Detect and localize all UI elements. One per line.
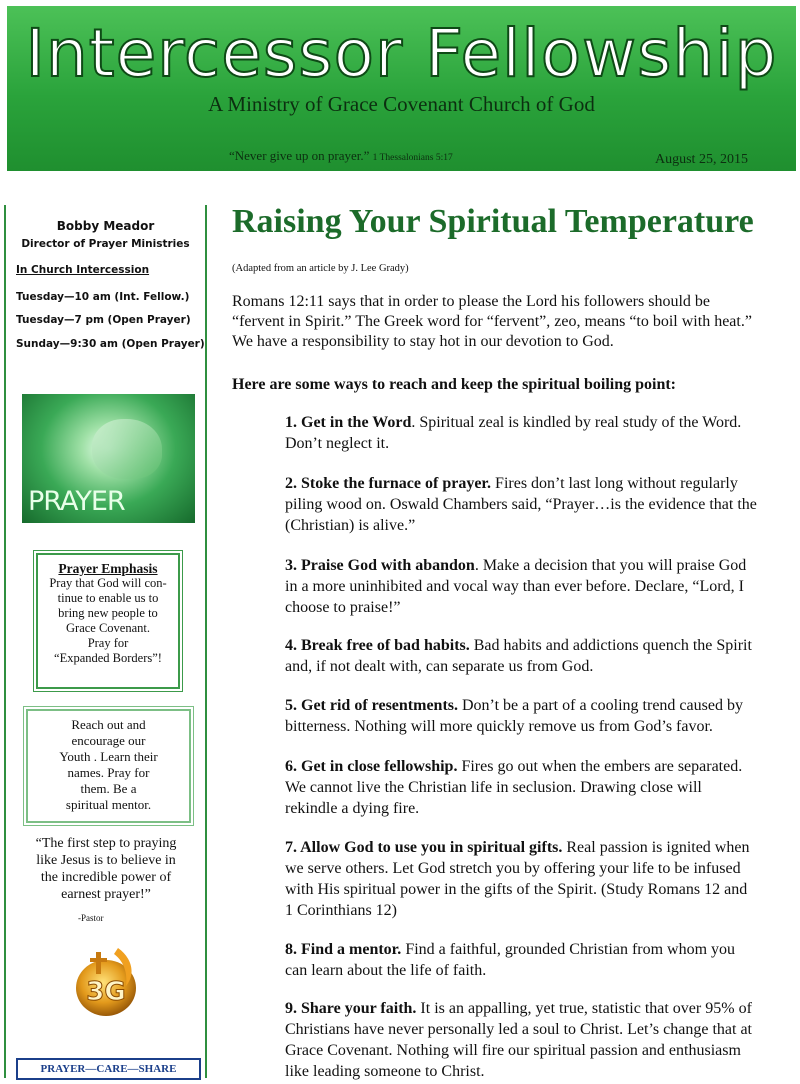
item-title: 5. Get rid of resentments.	[285, 697, 458, 714]
director-name: Bobby Meador	[56, 219, 155, 233]
quote-attribution: -Pastor	[78, 913, 104, 923]
item-text: Real passion is ignited when	[562, 839, 750, 856]
item-text: in a more uninhibited and vocal way than ever before. Declare, “Lord, I	[285, 578, 744, 595]
article-source: (Adapted from an article by J. Lee Grady)	[232, 263, 409, 274]
schedule-item: Sunday—9:30 am (Open Prayer)	[16, 338, 205, 350]
quote-line: earnest prayer!”	[61, 887, 151, 902]
masthead-verse	[229, 148, 453, 164]
item-text: . Make a decision that you will praise God	[474, 557, 747, 574]
schedule-item: Tuesday—10 am (Int. Fellow.)	[16, 291, 190, 303]
logo-text: 3G	[86, 977, 126, 1007]
praying-hands-graphic	[92, 419, 162, 479]
youth-line: names. Pray for	[67, 765, 150, 780]
item-title: 9. Share your faith.	[285, 1000, 417, 1017]
item-text: It is an appalling, yet true, statistic that over 95% of	[416, 1000, 752, 1017]
emphasis-line: bring new people to	[58, 606, 158, 620]
church-logo-icon	[66, 940, 146, 1020]
item-text: Fires don’t last long without regularly	[491, 475, 738, 492]
article-intro	[232, 292, 772, 352]
ways-heading: Here are some ways to reach and keep the spiritual boiling point:	[232, 376, 676, 393]
list-item	[285, 412, 798, 454]
item-text: Bad habits and addictions quench the Spirit	[469, 637, 752, 654]
item-text: we serve others. Let God stretch you by offering your life to be infused	[285, 860, 741, 877]
masthead	[7, 6, 796, 171]
prayer-image	[22, 394, 195, 523]
item-text: rekindle a dying fire.	[285, 800, 420, 817]
prayer-image-caption: PRAYER	[28, 486, 125, 517]
list-item	[285, 555, 798, 618]
issue-date: August 25, 2015	[655, 152, 748, 167]
quote-line: the incredible power of	[40, 870, 172, 885]
intro-line: Romans 12:11 says that in order to please the Lord his followers should be	[232, 293, 710, 310]
youth-line: spiritual mentor.	[65, 797, 152, 812]
item-text: Don’t neglect it.	[285, 435, 390, 452]
item-text: bitterness. Nothing will more quickly remove us from God’s favor.	[285, 718, 713, 735]
prayer-emphasis-title: Prayer Emphasis	[58, 561, 158, 576]
sidebar	[4, 205, 207, 1078]
item-text: 1 Corinthians 12)	[285, 902, 397, 919]
prayer-emphasis-box	[36, 553, 180, 689]
item-text: Fires go out when the embers are separated.	[457, 758, 743, 775]
list-item	[285, 695, 798, 737]
schedule-item: Tuesday—7 pm (Open Prayer)	[16, 314, 191, 326]
pastor-quote	[16, 835, 196, 903]
newsletter-title: Intercessor Fellowship	[25, 15, 778, 92]
item-text: Find a faithful, grounded Christian from whom you	[401, 941, 736, 958]
director-role: Director of Prayer Ministries	[21, 238, 190, 250]
youth-line: encourage our	[71, 733, 146, 748]
item-text: piling wood on. Oswald Chambers said, “Prayer…is the evidence that the	[285, 496, 757, 513]
emphasis-line: Grace Covenant.	[66, 621, 150, 635]
emphasis-line: “Expanded Borders”!	[54, 651, 162, 665]
item-text: We cannot live the Christian life in seclusion. Drawing close will	[285, 779, 702, 796]
item-text: choose to praise!”	[285, 599, 401, 616]
item-text: with His spiritual power in the gifts of the Spirit. (Study Romans 12 and	[285, 881, 748, 898]
item-title: 1. Get in the Word	[285, 414, 412, 431]
youth-line: them. Be a	[80, 781, 137, 796]
quote-line: like Jesus is to believe in	[36, 853, 176, 868]
item-title: 4. Break free of bad habits.	[285, 637, 470, 654]
item-text: like leading someone to Christ.	[285, 1063, 485, 1080]
article-headline: Raising Your Spiritual Temperature	[232, 203, 754, 240]
item-title: 8. Find a mentor.	[285, 941, 402, 958]
footer-motto: PRAYER—CARE—SHARE	[16, 1058, 201, 1080]
youth-line: Youth . Learn their	[59, 749, 158, 764]
item-title: 2. Stoke the furnace of prayer.	[285, 475, 492, 492]
item-text: Don’t be a part of a cooling trend caused by	[458, 697, 743, 714]
emphasis-line: Pray for	[87, 636, 129, 650]
youth-line: Reach out and	[71, 717, 146, 732]
item-title: 3. Praise God with abandon	[285, 557, 475, 574]
verse-text: “Never give up on prayer.”	[229, 148, 370, 163]
item-text: and, if not dealt with, can separate us from God.	[285, 658, 594, 675]
emphasis-line: tinue to enable us to	[57, 591, 159, 605]
list-item	[285, 473, 798, 536]
item-title: 7. Allow God to use you in spiritual gifts.	[285, 839, 563, 856]
item-title: 6. Get in close fellowship.	[285, 758, 458, 775]
schedule-heading: In Church Intercession	[16, 264, 150, 276]
list-item	[285, 635, 798, 677]
intro-line: “fervent in Spirit.” The Greek word for “fervent”, zeo, means “to boil with heat.”	[232, 313, 752, 330]
list-item	[285, 837, 798, 921]
youth-box	[26, 709, 191, 823]
emphasis-line: Pray that God will con-	[49, 576, 167, 590]
item-text: (Christian) is alive.”	[285, 517, 416, 534]
item-text: Christians have never personally led a soul to Christ. Let’s change that at	[285, 1021, 752, 1038]
item-text: can learn about the life of faith.	[285, 962, 487, 979]
quote-line: “The first step to praying	[35, 836, 177, 851]
newsletter-subtitle: A Ministry of Grace Covenant Church of God	[208, 92, 595, 116]
intro-line: We have a responsibility to stay hot in our devotion to God.	[232, 333, 614, 350]
verse-reference: 1 Thessalonians 5:17	[372, 153, 453, 163]
item-text: Grace Covenant. Nothing will fire our spiritual passion and enthusiasm	[285, 1042, 741, 1059]
list-item	[285, 756, 798, 819]
list-item	[285, 939, 798, 981]
list-item	[285, 998, 798, 1082]
item-text: . Spiritual zeal is kindled by real study of the Word.	[411, 414, 742, 431]
